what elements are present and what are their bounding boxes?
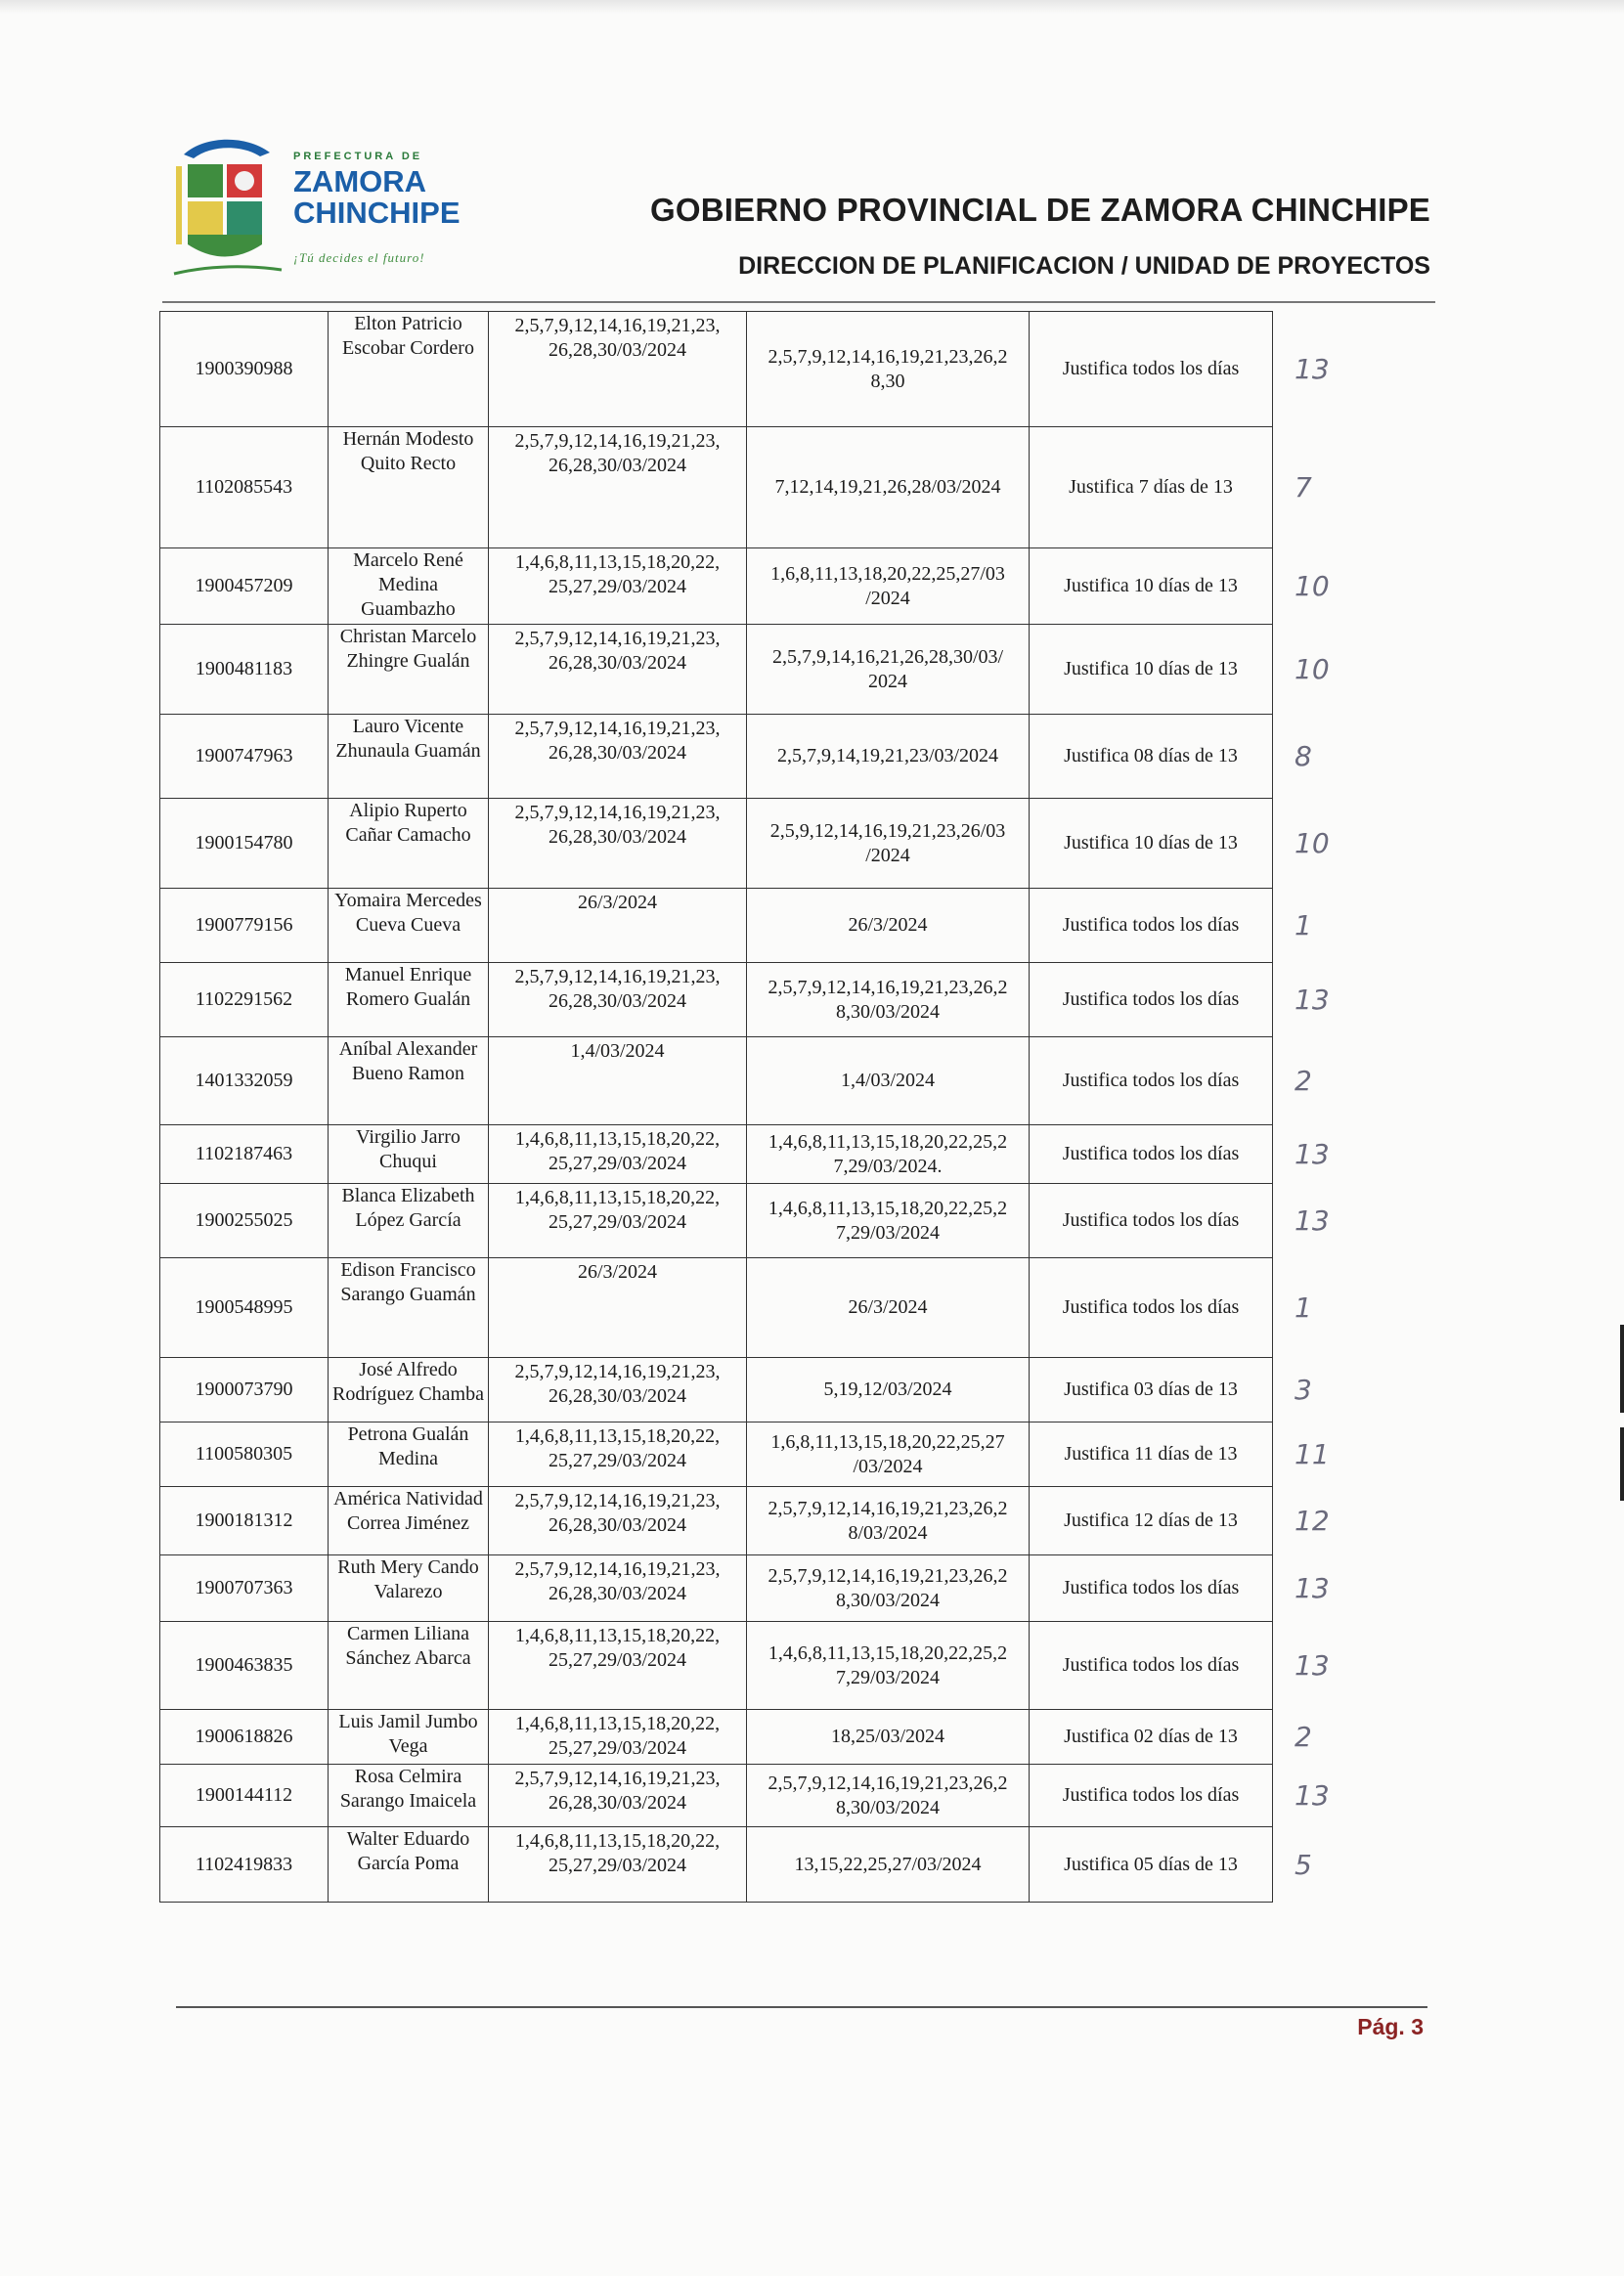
- table-row: [160, 1555, 1378, 1622]
- scheduled-days-cell: 1,4/03/2024: [489, 1037, 747, 1125]
- handwritten-count: 13: [1295, 1779, 1330, 1812]
- scheduled-days-cell: 1,4,6,8,11,13,15,18,20,22, 25,27,29/03/2024: [489, 1622, 747, 1710]
- employee-name-cell: Edison Francisco Sarango Guamán: [329, 1258, 489, 1358]
- scheduled-days-cell: 2,5,7,9,12,14,16,19,21,23, 26,28,30/03/2024: [489, 963, 747, 1037]
- scheduled-days-cell: 1,4,6,8,11,13,15,18,20,22, 25,27,29/03/2024: [489, 548, 747, 625]
- cedula-cell: 1900181312: [160, 1487, 329, 1555]
- attended-days-cell: 2,5,7,9,12,14,16,19,21,23,26,2 8,30/03/2024: [747, 963, 1030, 1037]
- attended-days-cell: 13,15,22,25,27/03/2024: [747, 1827, 1030, 1903]
- handwritten-count: 10: [1295, 570, 1330, 602]
- scheduled-days-cell: 2,5,7,9,12,14,16,19,21,23, 26,28,30/03/2024: [489, 1765, 747, 1827]
- page-subtitle: DIRECCION DE PLANIFICACION / UNIDAD DE PROYECTOS: [738, 252, 1430, 280]
- scheduled-days-cell: 1,4,6,8,11,13,15,18,20,22, 25,27,29/03/2024: [489, 1125, 747, 1184]
- cedula-cell: 1102085543: [160, 427, 329, 548]
- attended-days-cell: 1,4,6,8,11,13,15,18,20,22,25,2 7,29/03/2024: [747, 1184, 1030, 1258]
- employee-name-cell: Walter Eduardo García Poma: [329, 1827, 489, 1903]
- cedula-cell: 1102419833: [160, 1827, 329, 1903]
- handwritten-count: 13: [1295, 1649, 1330, 1682]
- handwritten-count: 10: [1295, 827, 1330, 859]
- attended-days-cell: 1,6,8,11,13,18,20,22,25,27/03 /2024: [747, 548, 1030, 625]
- scheduled-days-cell: 26/3/2024: [489, 889, 747, 963]
- handwritten-count: 5: [1295, 1848, 1312, 1881]
- handwritten-count: 2: [1295, 1721, 1312, 1753]
- handwritten-count: 1: [1295, 909, 1312, 941]
- table-row: [160, 312, 1378, 427]
- attended-days-cell: 2,5,7,9,12,14,16,19,21,23,26,2 8,30/03/2024: [747, 1555, 1030, 1622]
- scheduled-days-cell: 1,4,6,8,11,13,15,18,20,22, 25,27,29/03/2024: [489, 1422, 747, 1487]
- employee-name-cell: Virgilio Jarro Chuqui: [329, 1125, 489, 1184]
- cedula-cell: 1100580305: [160, 1422, 329, 1487]
- employee-name-cell: Yomaira Mercedes Cueva Cueva: [329, 889, 489, 963]
- attended-days-cell: 1,4,6,8,11,13,15,18,20,22,25,2 7,29/03/2024: [747, 1622, 1030, 1710]
- cedula-cell: 1900481183: [160, 625, 329, 715]
- attended-days-cell: 7,12,14,19,21,26,28/03/2024: [747, 427, 1030, 548]
- attended-days-cell: 1,6,8,11,13,15,18,20,22,25,27 /03/2024: [747, 1422, 1030, 1487]
- cedula-cell: 1900618826: [160, 1710, 329, 1765]
- employee-name-cell: Elton Patricio Escobar Cordero: [329, 312, 489, 427]
- handwritten-count: 13: [1295, 1204, 1330, 1237]
- employee-name-cell: Marcelo René Medina Guambazho: [329, 548, 489, 625]
- attended-days-cell: 26/3/2024: [747, 1258, 1030, 1358]
- attended-days-cell: 18,25/03/2024: [747, 1710, 1030, 1765]
- scan-edge: [0, 0, 1624, 14]
- scheduled-days-cell: 2,5,7,9,12,14,16,19,21,23, 26,28,30/03/2024: [489, 1487, 747, 1555]
- attended-days-cell: 26/3/2024: [747, 889, 1030, 963]
- employee-name-cell: José Alfredo Rodríguez Chamba: [329, 1358, 489, 1422]
- table-row: [160, 715, 1378, 799]
- logo-name: [293, 166, 461, 229]
- scheduled-days-cell: 2,5,7,9,12,14,16,19,21,23, 26,28,30/03/2024: [489, 1555, 747, 1622]
- scheduled-days-cell: 1,4,6,8,11,13,15,18,20,22, 25,27,29/03/2024: [489, 1184, 747, 1258]
- footer-divider: [176, 2006, 1427, 2008]
- cedula-cell: 1102187463: [160, 1125, 329, 1184]
- scan-margin-mark: [1620, 1325, 1624, 1413]
- observation-cell: Justifica 12 días de 13: [1030, 1487, 1273, 1555]
- table-row: [160, 963, 1378, 1037]
- attended-days-cell: 2,5,7,9,12,14,16,19,21,23,26,2 8,30/03/2024: [747, 1765, 1030, 1827]
- table-row: [160, 1258, 1378, 1358]
- table-row: [160, 625, 1378, 715]
- handwritten-count: 13: [1295, 353, 1330, 385]
- employee-name-cell: Manuel Enrique Romero Gualán: [329, 963, 489, 1037]
- cedula-cell: 1401332059: [160, 1037, 329, 1125]
- attended-days-cell: 2,5,7,9,12,14,16,19,21,23,26,2 8/03/2024: [747, 1487, 1030, 1555]
- observation-cell: Justifica todos los días: [1030, 1622, 1273, 1710]
- observation-cell: Justifica todos los días: [1030, 963, 1273, 1037]
- employee-name-cell: Carmen Liliana Sánchez Abarca: [329, 1622, 489, 1710]
- handwritten-count: 13: [1295, 1572, 1330, 1604]
- handwritten-count: 3: [1295, 1374, 1312, 1406]
- scheduled-days-cell: 2,5,7,9,12,14,16,19,21,23, 26,28,30/03/2024: [489, 312, 747, 427]
- table-row: [160, 548, 1378, 625]
- table-row: [160, 1765, 1378, 1827]
- attended-days-cell: 2,5,7,9,12,14,16,19,21,23,26,2 8,30: [747, 312, 1030, 427]
- observation-cell: Justifica 03 días de 13: [1030, 1358, 1273, 1422]
- page-title: GOBIERNO PROVINCIAL DE ZAMORA CHINCHIPE: [649, 192, 1430, 228]
- handwritten-count: 1: [1295, 1291, 1312, 1324]
- scheduled-days-cell: 1,4,6,8,11,13,15,18,20,22, 25,27,29/03/2024: [489, 1710, 747, 1765]
- cedula-cell: 1900779156: [160, 889, 329, 963]
- table-row: [160, 1422, 1378, 1487]
- table-row: [160, 889, 1378, 963]
- observation-cell: Justifica 02 días de 13: [1030, 1710, 1273, 1765]
- observation-cell: Justifica todos los días: [1030, 312, 1273, 427]
- attended-days-cell: 2,5,7,9,14,16,21,26,28,30/03/ 2024: [747, 625, 1030, 715]
- cedula-cell: 1900457209: [160, 548, 329, 625]
- table-row: [160, 1487, 1378, 1555]
- cedula-cell: 1900255025: [160, 1184, 329, 1258]
- observation-cell: Justifica todos los días: [1030, 1555, 1273, 1622]
- cedula-cell: 1900390988: [160, 312, 329, 427]
- observation-cell: Justifica todos los días: [1030, 889, 1273, 963]
- handwritten-count: 8: [1295, 740, 1312, 772]
- employee-name-cell: Alipio Ruperto Cañar Camacho: [329, 799, 489, 889]
- attended-days-cell: 2,5,7,9,14,19,21,23/03/2024: [747, 715, 1030, 799]
- logo-slogan: ¡Tú decides el futuro!: [293, 250, 425, 265]
- cedula-cell: 1900707363: [160, 1555, 329, 1622]
- attendance-table-wrapper: [159, 311, 1378, 1903]
- cedula-cell: 1900747963: [160, 715, 329, 799]
- observation-cell: Justifica todos los días: [1030, 1258, 1273, 1358]
- cedula-cell: 1900463835: [160, 1622, 329, 1710]
- handwritten-count: 11: [1295, 1438, 1330, 1470]
- employee-name-cell: Petrona Gualán Medina: [329, 1422, 489, 1487]
- observation-cell: Justifica todos los días: [1030, 1125, 1273, 1184]
- scheduled-days-cell: 2,5,7,9,12,14,16,19,21,23, 26,28,30/03/2024: [489, 1358, 747, 1422]
- scan-margin-mark: [1620, 1427, 1624, 1501]
- observation-cell: Justifica 10 días de 13: [1030, 625, 1273, 715]
- cedula-cell: 1900144112: [160, 1765, 329, 1827]
- employee-name-cell: Aníbal Alexander Bueno Ramon: [329, 1037, 489, 1125]
- scheduled-days-cell: 2,5,7,9,12,14,16,19,21,23, 26,28,30/03/2024: [489, 427, 747, 548]
- employee-name-cell: Blanca Elizabeth López García: [329, 1184, 489, 1258]
- attendance-table: [159, 311, 1378, 1903]
- handwritten-count: 13: [1295, 1138, 1330, 1170]
- table-row: [160, 799, 1378, 889]
- coat-of-arms-icon: [166, 137, 288, 284]
- employee-name-cell: Ruth Mery Cando Valarezo: [329, 1555, 489, 1622]
- table-row: [160, 1622, 1378, 1710]
- observation-cell: Justifica 7 días de 13: [1030, 427, 1273, 548]
- prefectura-logo: [166, 137, 479, 284]
- employee-name-cell: Christan Marcelo Zhingre Gualán: [329, 625, 489, 715]
- scheduled-days-cell: 2,5,7,9,12,14,16,19,21,23, 26,28,30/03/2024: [489, 715, 747, 799]
- table-row: [160, 1827, 1378, 1903]
- employee-name-cell: Lauro Vicente Zhunaula Guamán: [329, 715, 489, 799]
- cedula-cell: 1900548995: [160, 1258, 329, 1358]
- attended-days-cell: 1,4/03/2024: [747, 1037, 1030, 1125]
- observation-cell: Justifica 05 días de 13: [1030, 1827, 1273, 1903]
- observation-cell: Justifica 10 días de 13: [1030, 548, 1273, 625]
- cedula-cell: 1900154780: [160, 799, 329, 889]
- header-divider: [162, 301, 1435, 303]
- page-number: Pág. 3: [1357, 2014, 1424, 2039]
- observation-cell: Justifica todos los días: [1030, 1037, 1273, 1125]
- cedula-cell: 1900073790: [160, 1358, 329, 1422]
- observation-cell: Justifica 08 días de 13: [1030, 715, 1273, 799]
- logo-small-text: PREFECTURA DE: [293, 151, 423, 162]
- table-row: [160, 1037, 1378, 1125]
- table-row: [160, 1710, 1378, 1765]
- handwritten-count: 10: [1295, 653, 1330, 685]
- table-row: [160, 1184, 1378, 1258]
- table-row: [160, 1358, 1378, 1422]
- scheduled-days-cell: 1,4,6,8,11,13,15,18,20,22, 25,27,29/03/2024: [489, 1827, 747, 1903]
- scheduled-days-cell: 2,5,7,9,12,14,16,19,21,23, 26,28,30/03/2024: [489, 625, 747, 715]
- table-row: [160, 1125, 1378, 1184]
- observation-cell: Justifica todos los días: [1030, 1765, 1273, 1827]
- employee-name-cell: Rosa Celmira Sarango Imaicela: [329, 1765, 489, 1827]
- scheduled-days-cell: 26/3/2024: [489, 1258, 747, 1358]
- handwritten-count: 12: [1295, 1505, 1330, 1537]
- logo-name-line2: CHINCHIPE: [293, 196, 461, 230]
- table-row: [160, 427, 1378, 548]
- attended-days-cell: 1,4,6,8,11,13,15,18,20,22,25,2 7,29/03/2024.: [747, 1125, 1030, 1184]
- handwritten-count: 2: [1295, 1065, 1312, 1097]
- employee-name-cell: América Natividad Correa Jiménez: [329, 1487, 489, 1555]
- attended-days-cell: 5,19,12/03/2024: [747, 1358, 1030, 1422]
- observation-cell: Justifica todos los días: [1030, 1184, 1273, 1258]
- cedula-cell: 1102291562: [160, 963, 329, 1037]
- handwritten-count: 13: [1295, 984, 1330, 1016]
- scheduled-days-cell: 2,5,7,9,12,14,16,19,21,23, 26,28,30/03/2024: [489, 799, 747, 889]
- observation-cell: Justifica 11 días de 13: [1030, 1422, 1273, 1487]
- attended-days-cell: 2,5,9,12,14,16,19,21,23,26/03 /2024: [747, 799, 1030, 889]
- logo-name-line1: ZAMORA: [293, 164, 427, 198]
- observation-cell: Justifica 10 días de 13: [1030, 799, 1273, 889]
- employee-name-cell: Luis Jamil Jumbo Vega: [329, 1710, 489, 1765]
- handwritten-count: 7: [1295, 471, 1312, 503]
- employee-name-cell: Hernán Modesto Quito Recto: [329, 427, 489, 548]
